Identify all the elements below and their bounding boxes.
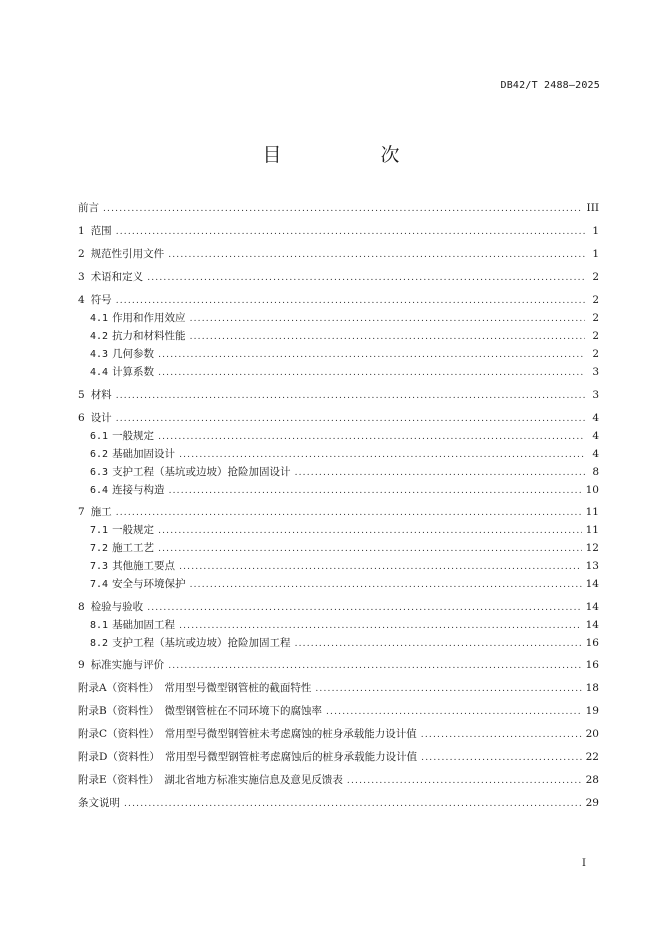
- standard-code: DB42/T 2488—2025: [500, 80, 600, 91]
- toc-entry-number: 8.2: [90, 637, 109, 649]
- toc-entry-number: 3: [78, 271, 85, 283]
- toc-entry-label: 基础加固设计: [112, 447, 176, 460]
- dot-leader: [190, 311, 585, 328]
- toc-entry-number: 5: [78, 388, 85, 401]
- toc-entry-page: 14: [585, 600, 599, 613]
- toc-entry-page: 4: [592, 411, 599, 424]
- toc-entry-label: 施工: [90, 506, 112, 518]
- toc-entry-label: 附录C（资料性） 常用型号微型钢管桩未考虑腐蚀的桩身承载能力设计值: [78, 728, 417, 740]
- toc-entry-label: 抗力和材料性能: [112, 330, 186, 342]
- toc-entry-label: 附录A（资料性） 常用型号微型钢管桩的截面特性: [78, 682, 312, 694]
- toc-entry-number: 4.1: [90, 313, 109, 324]
- dot-leader: [147, 270, 585, 287]
- toc-entry-number: 6.3: [90, 466, 109, 478]
- toc-entry-number: 7: [78, 506, 85, 518]
- toc-entry[interactable]: [78, 246, 599, 264]
- toc-entry[interactable]: [78, 346, 599, 364]
- toc-entry[interactable]: [78, 522, 599, 540]
- toc-entry[interactable]: [78, 558, 599, 576]
- dot-leader: [116, 224, 585, 241]
- toc-entry-label: 计算系数: [112, 366, 155, 378]
- toc-entry-label: 符号: [90, 294, 112, 306]
- dot-leader: [421, 750, 581, 767]
- toc-entry[interactable]: [78, 703, 599, 721]
- toc-entry[interactable]: [78, 540, 599, 558]
- toc-entry-number: 9: [78, 659, 85, 671]
- toc-entry[interactable]: [78, 200, 599, 218]
- toc-entry[interactable]: [78, 749, 599, 767]
- toc-entry[interactable]: [78, 617, 599, 635]
- toc-entry-label: 标准实施与评价: [90, 659, 165, 671]
- toc-entry[interactable]: [78, 428, 599, 446]
- toc-entry[interactable]: [78, 387, 599, 405]
- dot-leader: [116, 411, 585, 428]
- toc-entry-label: 作用和作用效应: [112, 312, 186, 324]
- toc-entry[interactable]: [78, 576, 599, 594]
- toc-entry-page: 12: [585, 542, 599, 554]
- dot-leader: [116, 388, 585, 405]
- toc-entry-page: 11: [585, 506, 599, 518]
- toc-entry[interactable]: [78, 795, 599, 813]
- toc-entry-page: 2: [592, 294, 599, 306]
- toc-entry-label: 几何参数: [112, 348, 155, 360]
- toc-entry[interactable]: [78, 410, 599, 428]
- dot-leader: [116, 505, 582, 522]
- toc-entry-label: 附录E（资料性） 湖北省地方标准实施信息及意见反馈表: [78, 774, 343, 786]
- toc-entry[interactable]: [78, 269, 599, 287]
- toc-entry-number: 4.4: [90, 367, 109, 378]
- toc-entry-page: 2: [592, 312, 599, 324]
- toc-entry-label: 安全与环境保护: [112, 578, 186, 590]
- toc-entry-label: 连接与构造: [112, 483, 165, 496]
- toc-entry-page: 11: [585, 524, 599, 536]
- toc-entry-label: 支护工程（基坑或边坡）抢险加固工程: [112, 636, 291, 649]
- dot-leader: [116, 293, 585, 310]
- dot-leader: [158, 523, 582, 540]
- toc-entry-page: 13: [585, 560, 599, 572]
- toc-entry[interactable]: [78, 680, 599, 698]
- toc-entry[interactable]: [78, 504, 599, 522]
- toc-entry-label: 规范性引用文件: [90, 248, 165, 260]
- dot-leader: [295, 636, 582, 653]
- toc-entry-page: 14: [585, 578, 599, 590]
- toc-entry[interactable]: [78, 726, 599, 744]
- toc-entry[interactable]: [78, 310, 599, 328]
- toc-entry-label: 材料: [90, 388, 112, 401]
- dot-leader: [168, 658, 581, 675]
- toc-entry-number: 4.2: [90, 331, 109, 342]
- toc-entry-page: 29: [585, 797, 599, 809]
- toc-entry-page: 3: [592, 388, 599, 401]
- toc-entry-number: 8.1: [90, 619, 109, 631]
- dot-leader: [190, 577, 582, 594]
- toc-entry-label: 前言: [78, 202, 99, 214]
- toc-entry-label: 条文说明: [78, 797, 120, 809]
- dot-leader: [124, 796, 582, 813]
- toc-entry-page: 18: [585, 682, 599, 694]
- toc-entry-page: 10: [585, 483, 599, 496]
- toc-entry-label: 术语和定义: [90, 271, 144, 283]
- toc-entry-number: 6.2: [90, 448, 109, 460]
- dot-leader: [158, 347, 585, 364]
- toc-entry-label: 基础加固工程: [112, 618, 176, 631]
- toc-entry-page: 28: [585, 774, 599, 786]
- toc-entry-number: 4: [78, 294, 85, 306]
- toc-entry[interactable]: [78, 328, 599, 346]
- toc-entry-label: 支护工程（基坑或边坡）抢险加固设计: [112, 465, 291, 478]
- toc-entry-label: 施工工艺: [112, 542, 155, 554]
- dot-leader: [421, 727, 582, 744]
- toc-entry-page: 4: [592, 447, 599, 460]
- toc-entry[interactable]: [78, 635, 599, 653]
- toc-entry-number: 7.2: [90, 543, 109, 554]
- toc-entry-label: 一般规定: [112, 524, 155, 536]
- toc-entry-number: 7.3: [90, 561, 109, 572]
- toc-entry-page: 1: [592, 248, 599, 260]
- dot-leader: [158, 365, 585, 382]
- toc-entry-number: 6.4: [90, 484, 109, 496]
- toc-entry-label: 设计: [90, 411, 112, 424]
- toc-entry-page: 20: [585, 728, 599, 740]
- toc-entry-page: 22: [585, 751, 599, 763]
- toc-entry[interactable]: [78, 364, 599, 382]
- dot-leader: [179, 559, 582, 576]
- toc-entry-page: 19: [585, 705, 599, 717]
- toc-entry-label: 附录D（资料性） 常用型号微型钢管桩考虑腐蚀后的桩身承载能力设计值: [78, 751, 418, 763]
- toc-entry[interactable]: [78, 292, 599, 310]
- toc-entry-page: 8: [592, 465, 599, 478]
- dot-leader: [190, 329, 585, 346]
- toc-entry-number: 6: [78, 411, 85, 424]
- toc-entry-label: 检验与验收: [90, 600, 144, 613]
- toc-entry-page: 2: [592, 271, 599, 283]
- toc-entry-page: 14: [585, 618, 599, 631]
- dot-leader: [158, 429, 585, 446]
- toc-entry-page: III: [586, 202, 599, 214]
- toc-entry[interactable]: [78, 223, 599, 241]
- dot-leader: [295, 465, 585, 482]
- page-number: I: [582, 858, 586, 869]
- toc-entry-number: 7.4: [90, 579, 109, 590]
- toc-entry-page: 16: [585, 659, 599, 671]
- toc-entry-page: 2: [592, 348, 599, 360]
- dot-leader: [168, 247, 585, 264]
- toc-entry[interactable]: [78, 657, 599, 675]
- toc-entry-number: 8: [78, 600, 85, 613]
- toc-entry[interactable]: [78, 772, 599, 790]
- toc-entry[interactable]: [78, 446, 599, 464]
- toc-entry-page: 3: [592, 366, 599, 378]
- dot-leader: [326, 704, 582, 721]
- toc-entry-number: 7.1: [90, 525, 109, 536]
- toc-entry-page: 1: [592, 225, 599, 237]
- page-title: 目 次: [262, 144, 440, 166]
- dot-leader: [169, 483, 582, 500]
- dot-leader: [179, 447, 585, 464]
- toc-entry-page: 4: [592, 429, 599, 442]
- toc-entry-label: 一般规定: [112, 429, 155, 442]
- dot-leader: [158, 541, 582, 558]
- toc-entry-page: 16: [585, 636, 599, 649]
- toc-entry[interactable]: [78, 482, 599, 500]
- dot-leader: [347, 773, 582, 790]
- table-of-contents: [78, 200, 599, 813]
- dot-leader: [147, 600, 581, 617]
- toc-entry[interactable]: [78, 599, 599, 617]
- toc-entry-number: 4.3: [90, 349, 109, 360]
- toc-entry-number: 1: [78, 225, 85, 237]
- toc-entry-page: 2: [592, 330, 599, 342]
- toc-entry-label: 附录B（资料性） 微型钢管桩在不同环境下的腐蚀率: [78, 705, 322, 717]
- dot-leader: [315, 681, 581, 698]
- dot-leader: [103, 201, 583, 218]
- toc-entry-number: 6.1: [90, 430, 109, 442]
- dot-leader: [179, 618, 582, 635]
- toc-entry-label: 范围: [90, 225, 112, 237]
- toc-entry-label: 其他施工要点: [112, 560, 176, 572]
- toc-entry[interactable]: [78, 464, 599, 482]
- toc-entry-number: 2: [78, 248, 85, 260]
